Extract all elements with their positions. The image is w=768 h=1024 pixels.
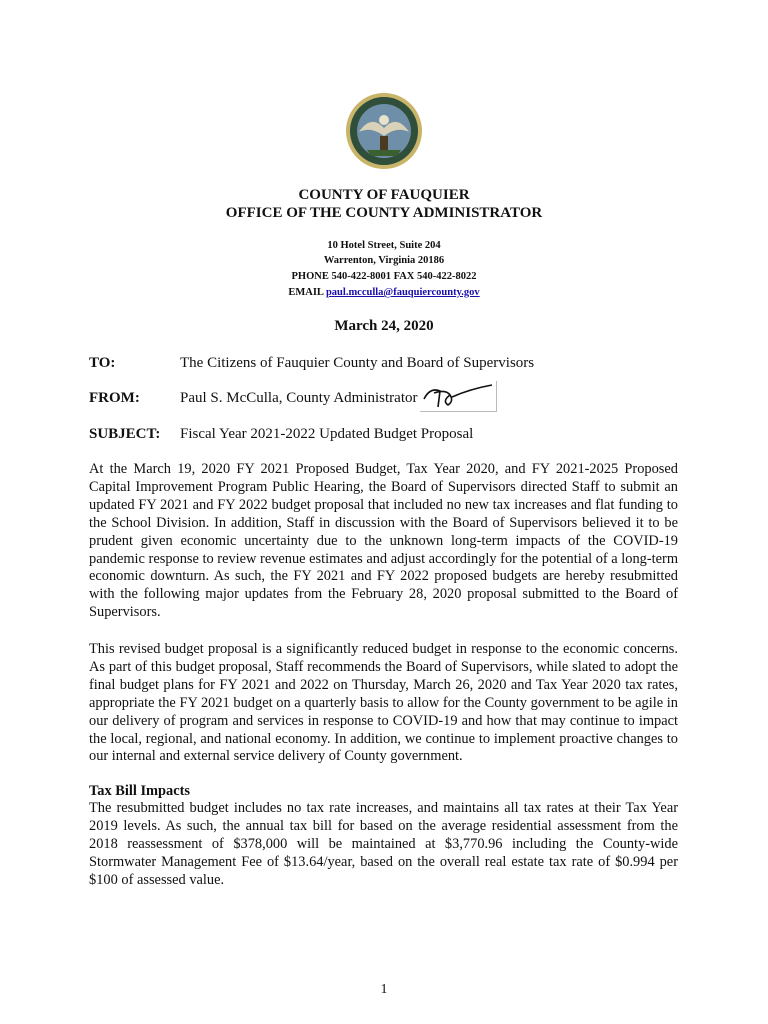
signature-icon (420, 381, 497, 412)
body-paragraph-3: The resubmitted budget includes no tax rate increases, and maintains all tax rates at their Tax Year 2019 levels. As such, the annual tax bill for based on the average residential assessment from the 2018 reassessment of $378,000 will be maintained at $3,770.96 including the County-wide Stormwater Management Fee of $13.64/year, based on the overall real estate tax rate of $0.994 per $100 of assessed value. (89, 800, 678, 888)
body-paragraph-2: This revised budget proposal is a significantly reduced budget in response to the economic concerns. As part of this budget proposal, Staff recommends the Board of Supervisors, while slated to adopt the final budget plans for FY 2021 and 2022 on Thursday, March 26, 2020 and Tax Year 2020 tax rates, appropriate the FY 2021 budget on a quarterly basis to allow for the County government to be agile in our delivery of program and services in response to COVID-19 and how that may continue to impact the local, regional, and national economy. In addition, we continue to implement proactive changes to our internal and external service delivery of County government. (89, 641, 678, 765)
email-label: EMAIL (288, 287, 324, 298)
organization-name: COUNTY OF FAUQUIER (298, 187, 470, 203)
office-name: OFFICE OF THE COUNTY ADMINISTRATOR (225, 205, 543, 221)
section-heading-tax-bill: Tax Bill Impacts (89, 783, 191, 799)
email-line (0, 285, 768, 300)
address-line-2: Warrenton, Virginia 20186 (323, 255, 445, 266)
to-label: TO: (89, 355, 116, 371)
body-paragraph-1: At the March 19, 2020 FY 2021 Proposed Budget, Tax Year 2020, and FY 2021-2025 Proposed Capital Improvement Program Public Hearing, the Board of Supervisors directed Staff to submit an updated FY 2021 and FY 2022 budget proposal that included no new tax increases and flat funding to the School Division. In addition, Staff in discussion with the Board of Supervisors believed it to be prudent given economic uncertainty due to the unknown long-term impacts of the COVID-19 pandemic response to review revenue estimates and adjust accordingly for the potential of a long-term economic downturn. As such, the FY 2021 and FY 2022 proposed budgets are hereby resubmitted with the following major updates from the February 28, 2020 proposal submitted to the Board of Supervisors. (89, 461, 679, 621)
memo-date: March 24, 2020 (334, 318, 434, 334)
email-link[interactable]: paul.mcculla@fauquiercounty.gov (325, 287, 480, 298)
to-value: The Citizens of Fauquier County and Board of Supervisors (180, 355, 535, 371)
phone-fax: PHONE 540-422-8001 FAX 540-422-8022 (291, 271, 477, 282)
county-seal-icon (345, 92, 423, 170)
address-line-1: 10 Hotel Street, Suite 204 (327, 240, 441, 251)
subject-value: Fiscal Year 2021-2022 Updated Budget Proposal (180, 426, 474, 442)
from-value: Paul S. McCulla, County Administrator (180, 390, 418, 406)
subject-label: SUBJECT: (89, 426, 161, 442)
from-label: FROM: (89, 390, 140, 406)
page-number: 1 (380, 982, 388, 997)
